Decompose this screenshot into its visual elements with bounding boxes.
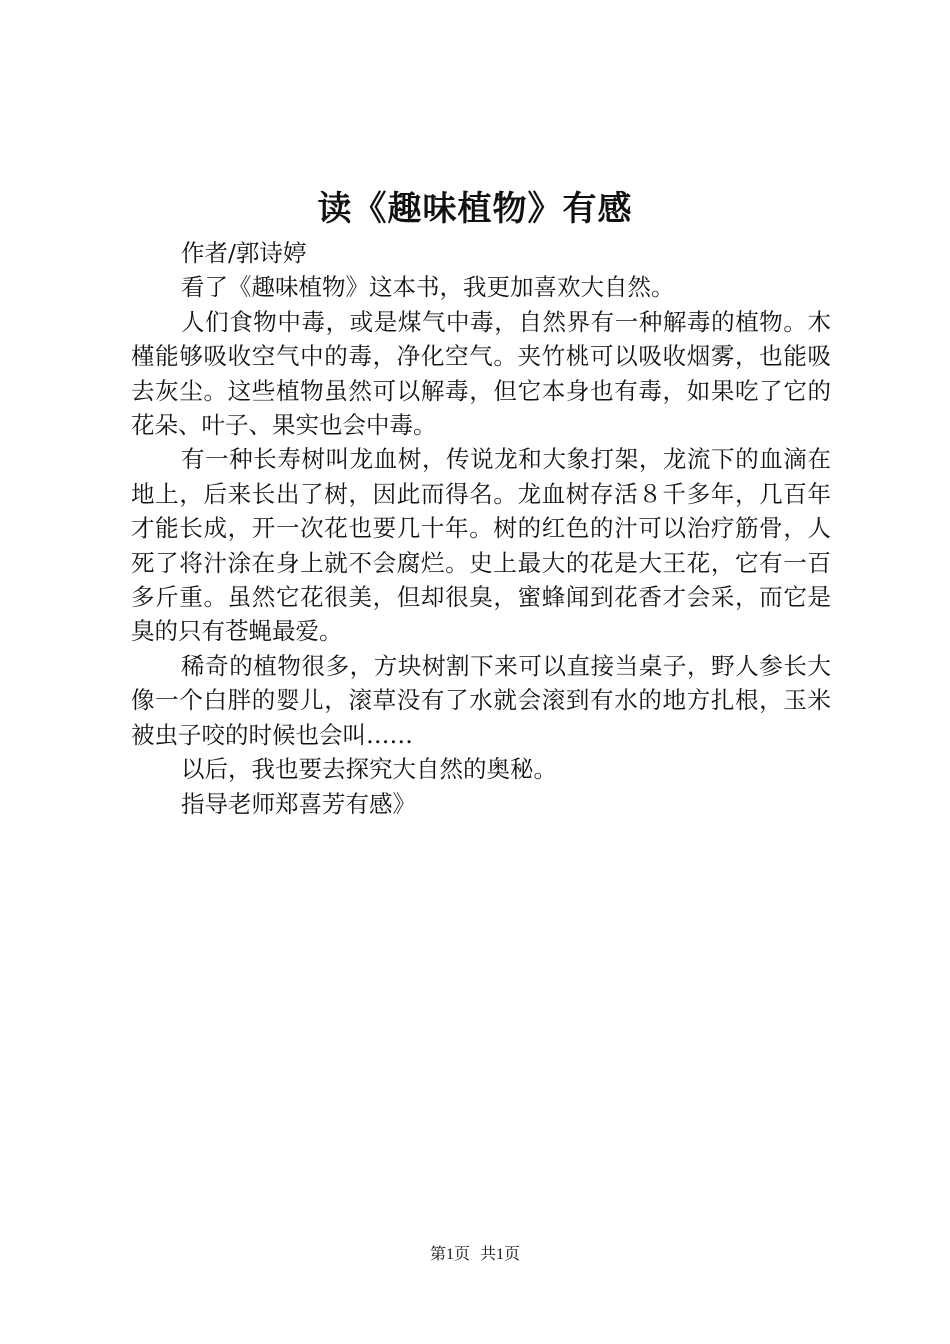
paragraph-intro: 看了《趣味植物》这本书，我更加喜欢大自然。 — [181, 273, 675, 302]
paragraph-dragon-blood-tree: 有一种长寿树叫龙血树，传说龙和大象打架，龙流下的血滴在地上，后来长出了树，因此而得名。龙血树存活８千多年，几百年才能长成，开一次花也要几十年。树的红色的汁可以治疗筋骨，人死了将汁涂在身上就不会腐烂。史上最大的花是大王花，它有一百多斤重。虽然它花很美，但却很臭，蜜蜂闻到花香才会采，而它是臭的只有苍蝇最爱。 — [131, 445, 831, 646]
document-body — [131, 236, 831, 821]
paragraph-detox-plants: 人们食物中毒，或是煤气中毒，自然界有一种解毒的植物。木槿能够吸收空气中的毒，净化空气。夹竹桃可以吸收烟雾，也能吸去灰尘。这些植物虽然可以解毒，但它本身也有毒，如果吃了它的花朵、叶子、果实也会中毒。 — [131, 307, 831, 440]
page-number: 第1页 — [429, 1246, 470, 1263]
author-line: 作者/郭诗婷 — [181, 239, 307, 267]
paragraph-rare-plants: 稀奇的植物很多，方块树割下来可以直接当桌子，野人参长大像一个白胖的婴儿，滚草没有了水就会滚到有水的地方扎根，玉米被虫子咬的时候也会叫…… — [131, 651, 831, 749]
page-total: 共1页 — [480, 1246, 521, 1263]
document-title: 读《趣味植物》有感 — [317, 189, 633, 229]
teacher-line: 指导老师郑喜芳有感》 — [181, 789, 416, 818]
page-footer — [0, 1243, 950, 1267]
paragraph-conclusion: 以后，我也要去探究大自然的奥秘。 — [181, 755, 557, 784]
